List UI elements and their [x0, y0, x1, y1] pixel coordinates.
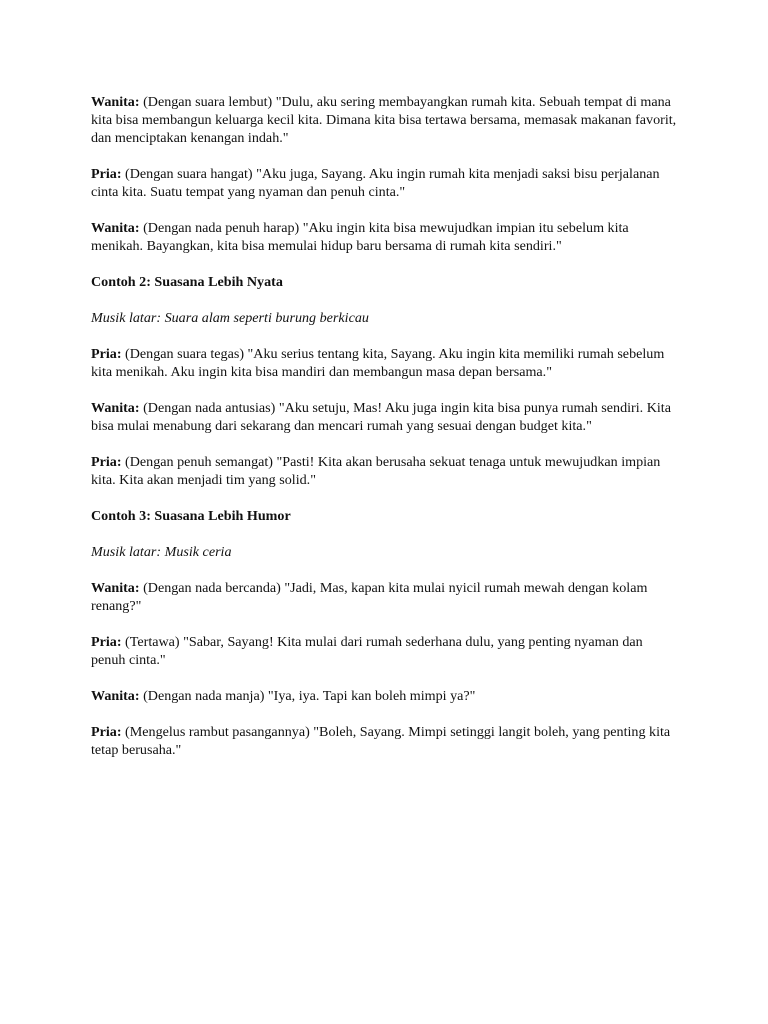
music-note: Musik latar: Musik ceria	[91, 544, 232, 560]
speaker-label: Pria:	[91, 346, 122, 362]
dialog-line	[91, 345, 678, 381]
speaker-label: Wanita:	[91, 580, 140, 596]
dialog-line	[91, 723, 678, 759]
speaker-label: Wanita:	[91, 688, 140, 704]
speaker-label: Wanita:	[91, 220, 140, 236]
speaker-label: Wanita:	[91, 400, 140, 416]
dialog-text: (Dengan nada manja) "Iya, iya. Tapi kan boleh mimpi ya?"	[139, 688, 476, 704]
section-heading: Contoh 2: Suasana Lebih Nyata	[91, 274, 283, 290]
dialog-line	[91, 399, 678, 435]
speaker-label: Pria:	[91, 634, 122, 650]
dialog-text: (Dengan suara lembut) "Dulu, aku sering membayangkan rumah kita. Sebuah tempat di mana kita bisa membangun keluarga kecil kita. Dimana kita bisa tertawa bersama, memasak makanan favorit, dan menciptakan kenangan indah."	[91, 94, 677, 146]
music-note: Musik latar: Suara alam seperti burung berkicau	[91, 310, 369, 326]
dialog-text: (Dengan penuh semangat) "Pasti! Kita akan berusaha sekuat tenaga untuk mewujudkan impian kita. Kita akan menjadi tim yang solid."	[91, 454, 661, 488]
dialog-line	[91, 453, 678, 489]
dialog-text: (Dengan nada bercanda) "Jadi, Mas, kapan kita mulai nyicil rumah mewah dengan kolam renang?"	[91, 580, 648, 614]
dialog-line	[91, 687, 678, 705]
dialog-text: (Dengan suara hangat) "Aku juga, Sayang. Aku ingin rumah kita menjadi saksi bisu perjalanan cinta kita. Suatu tempat yang nyaman dan penuh cinta."	[91, 166, 660, 200]
speaker-label: Pria:	[91, 724, 122, 740]
dialog-line	[91, 633, 678, 669]
dialog-text: (Mengelus rambut pasangannya) "Boleh, Sayang. Mimpi setinggi langit boleh, yang penting kita tetap berusaha."	[91, 724, 671, 758]
dialog-text: (Dengan nada penuh harap) "Aku ingin kita bisa mewujudkan impian itu sebelum kita menikah. Bayangkan, kita bisa memulai hidup baru bersama di rumah kita sendiri."	[91, 220, 629, 254]
dialog-line	[91, 93, 678, 147]
dialog-text: (Dengan nada antusias) "Aku setuju, Mas! Aku juga ingin kita bisa punya rumah sendiri. Kita bisa mulai menabung dari sekarang dan mencari rumah yang sesuai dengan budget kita."	[91, 400, 671, 434]
speaker-label: Pria:	[91, 166, 122, 182]
section-heading: Contoh 3: Suasana Lebih Humor	[91, 508, 291, 524]
speaker-label: Pria:	[91, 454, 122, 470]
dialog-text: (Dengan suara tegas) "Aku serius tentang kita, Sayang. Aku ingin kita memiliki rumah sebelum kita menikah. Aku ingin kita bisa mandiri dan membangun masa depan bersama."	[91, 346, 665, 380]
speaker-label: Wanita:	[91, 94, 140, 110]
dialog-line	[91, 579, 678, 615]
dialog-line	[91, 165, 678, 201]
dialog-text: (Tertawa) "Sabar, Sayang! Kita mulai dari rumah sederhana dulu, yang penting nyaman dan penuh cinta."	[91, 634, 643, 668]
dialog-line	[91, 219, 678, 255]
